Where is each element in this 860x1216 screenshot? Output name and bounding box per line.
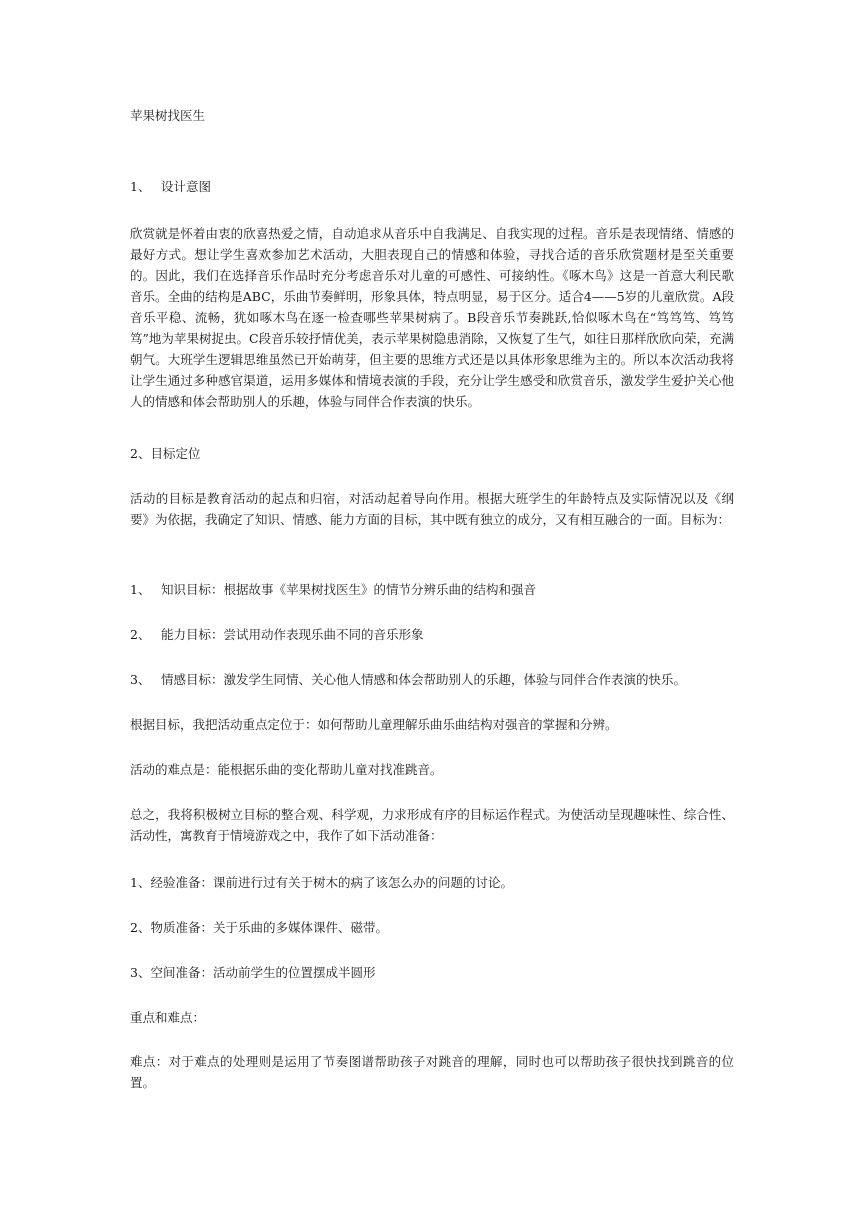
focus-heading: 重点和难点： xyxy=(130,1010,206,1025)
preparation-item-space: 3、空间准备：活动前学生的位置摆成半圆形 xyxy=(130,965,376,980)
goal-number: 3、 xyxy=(130,672,151,687)
difficulty-paragraph: 活动的难点是：能根据乐曲的变化帮助儿童对找准跳音。 xyxy=(130,762,443,777)
goal-number: 2、 xyxy=(130,627,151,642)
preparation-item-material: 2、物质准备：关于乐曲的多媒体课件、磁带。 xyxy=(130,920,388,935)
section-heading-text: 设计意图 xyxy=(161,179,212,194)
section-heading-goals: 2、目标定位 xyxy=(130,446,201,461)
goal-text: 知识目标：根据故事《苹果树找医生》的情节分辨乐曲的结构和强音 xyxy=(161,582,537,597)
key-point-paragraph: 根据目标，我把活动重点定位于：如何帮助儿童理解乐曲乐曲结构对强音的掌握和分辨。 xyxy=(130,717,618,732)
goal-text: 情感目标：激发学生同情、关心他人情感和体会帮助别人的乐趣，体验与同伴合作表演的快乐。 xyxy=(161,672,687,687)
goal-item-knowledge xyxy=(130,579,734,600)
goal-item-emotion xyxy=(130,669,734,690)
design-intent-paragraph: 欣赏就是怀着由衷的欣喜热爱之情，自动追求从音乐中自我满足、自我实现的过程。音乐是表现情绪、情感的最好方式。想让学生喜欢参加艺术活动，大胆表现自己的情感和体验，寻找合适的音乐欣赏题材是至关重要的。因此，我们在选择音乐作品时充分考虑音乐对儿童的可感性、可接纳性。《啄木鸟》这是一首意大利民歌音乐。全曲的结构是ABC，乐曲节奏鲜明，形象具体，特点明显，易于区分。适合4——5岁的儿童欣赏。A段音乐平稳、流畅，犹如啄木鸟在逐一检查哪些苹果树病了。B段音乐节奏跳跃,恰似啄木鸟在“笃笃笃、笃笃笃”地为苹果树捉虫。C段音乐较抒情优美，表示苹果树隐患消除，又恢复了生气，如往日那样欣欣向荣，充满朝气。大班学生逻辑思维虽然已开始萌芽，但主要的思维方式还是以具体形象思维为主的。所以本次活动我将让学生通过多种感官渠道，运用多媒体和情境表演的手段，充分让学生感受和欣赏音乐，激发学生爱护关心他人的情感和体会帮助别人的乐趣，体验与同伴合作表演的快乐。 xyxy=(130,226,734,409)
section-heading-design xyxy=(130,176,734,197)
section-number: 1、 xyxy=(130,179,151,194)
goal-number: 1、 xyxy=(130,582,151,597)
goals-intro-paragraph: 活动的目标是教育活动的起点和归宿，对活动起着导向作用。根据大班学生的年龄特点及实际情况以及《纲要》为依据，我确定了知识、情感、能力方面的目标，其中既有独立的成分，又有相互融合的一面。目标为： xyxy=(130,491,734,527)
difficulty-detail-paragraph: 难点：对于难点的处理则是运用了节奏图谱帮助孩子对跳音的理解，同时也可以帮助孩子很快找到跳音的位置。 xyxy=(130,1054,734,1090)
goal-text: 能力目标：尝试用动作表现乐曲不同的音乐形象 xyxy=(161,627,424,642)
summary-paragraph: 总之，我将积极树立目标的整合观、科学观，力求形成有序的目标运作程式。为使活动呈现趣味性、综合性、活动性，寓教育于情境游戏之中，我作了如下活动准备： xyxy=(130,807,734,843)
goal-item-ability xyxy=(130,624,734,645)
document-title: 苹果树找医生 xyxy=(130,108,206,123)
preparation-item-experience: 1、经验准备：课前进行过有关于树木的病了该怎么办的问题的讨论。 xyxy=(130,875,513,890)
